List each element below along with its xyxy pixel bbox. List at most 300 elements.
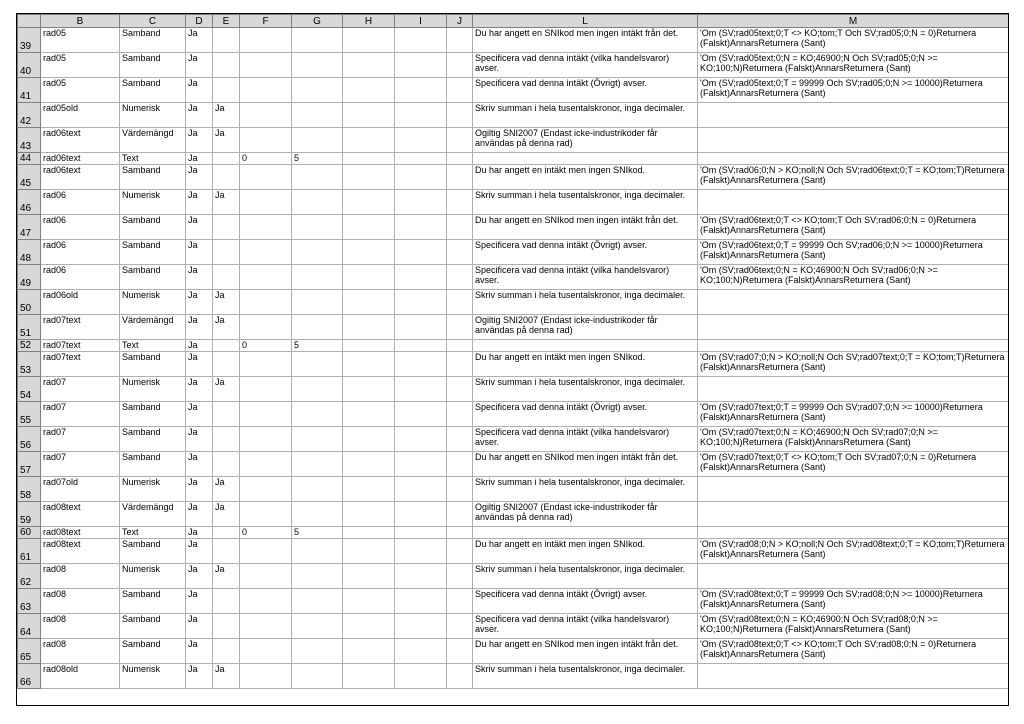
cell-l[interactable]: Skriv summan i hela tusentalskronor, inga decimaler. — [473, 477, 698, 502]
cell-c[interactable]: Numerisk — [120, 103, 186, 128]
cell-f[interactable]: 0 — [240, 527, 292, 539]
cell-l[interactable]: Ogiltig SNI2007 (Endast icke-industrikoder får användas på denna rad) — [473, 315, 698, 340]
column-header-e[interactable]: E — [213, 15, 240, 28]
row-header[interactable]: 66 — [18, 664, 41, 689]
cell-b[interactable]: rad07old — [41, 477, 120, 502]
cell-f[interactable] — [240, 190, 292, 215]
cell-h[interactable] — [343, 589, 395, 614]
cell-l[interactable]: Specificera vad denna intäkt (vilka handelsvaror) avser. — [473, 427, 698, 452]
cell-b[interactable]: rad08 — [41, 639, 120, 664]
cell-m[interactable]: 'Om (SV;rad06;0;N > KO;noll;N Och SV;rad06text;0;T = KO;tom;T)Returnera (Falskt)AnnarsReturnera (Sant) — [698, 165, 1009, 190]
cell-g[interactable] — [292, 639, 343, 664]
cell-m[interactable] — [698, 290, 1009, 315]
cell-i[interactable] — [395, 290, 447, 315]
cell-d[interactable]: Ja — [186, 402, 213, 427]
cell-e[interactable] — [213, 240, 240, 265]
cell-e[interactable]: Ja — [213, 502, 240, 527]
cell-i[interactable] — [395, 639, 447, 664]
cell-c[interactable]: Numerisk — [120, 190, 186, 215]
cell-j[interactable] — [447, 78, 473, 103]
cell-d[interactable]: Ja — [186, 53, 213, 78]
cell-j[interactable] — [447, 190, 473, 215]
cell-c[interactable]: Samband — [120, 78, 186, 103]
cell-i[interactable] — [395, 315, 447, 340]
cell-l[interactable]: Specificera vad denna intäkt (vilka handelsvaror) avser. — [473, 614, 698, 639]
cell-j[interactable] — [447, 103, 473, 128]
column-header-f[interactable]: F — [240, 15, 292, 28]
cell-c[interactable]: Numerisk — [120, 564, 186, 589]
cell-j[interactable] — [447, 502, 473, 527]
cell-h[interactable] — [343, 527, 395, 539]
cell-b[interactable]: rad06 — [41, 190, 120, 215]
cell-g[interactable]: 5 — [292, 153, 343, 165]
cell-d[interactable]: Ja — [186, 539, 213, 564]
row-header[interactable]: 40 — [18, 53, 41, 78]
cell-m[interactable]: 'Om (SV;rad05text;0;N = KO;46900;N Och SV;rad05;0;N >= KO;100;N)Returnera (Falskt)AnnarsReturnera (Sant) — [698, 53, 1009, 78]
cell-d[interactable]: Ja — [186, 564, 213, 589]
cell-i[interactable] — [395, 452, 447, 477]
cell-l[interactable]: Specificera vad denna intäkt (vilka handelsvaror) avser. — [473, 265, 698, 290]
cell-m[interactable]: 'Om (SV;rad05text;0;T = 99999 Och SV;rad05;0;N >= 10000)Returnera (Falskt)AnnarsReturnera (Sant) — [698, 78, 1009, 103]
cell-b[interactable]: rad07text — [41, 352, 120, 377]
cell-l[interactable]: Ogiltig SNI2007 (Endast icke-industrikoder får användas på denna rad) — [473, 128, 698, 153]
cell-i[interactable] — [395, 377, 447, 402]
cell-c[interactable]: Text — [120, 340, 186, 352]
cell-i[interactable] — [395, 128, 447, 153]
cell-f[interactable] — [240, 103, 292, 128]
cell-g[interactable] — [292, 128, 343, 153]
cell-m[interactable] — [698, 502, 1009, 527]
cell-e[interactable] — [213, 215, 240, 240]
cell-e[interactable]: Ja — [213, 377, 240, 402]
cell-d[interactable]: Ja — [186, 427, 213, 452]
cell-g[interactable] — [292, 427, 343, 452]
cell-l[interactable]: Specificera vad denna intäkt (Övrigt) avser. — [473, 589, 698, 614]
column-header-c[interactable]: C — [120, 15, 186, 28]
cell-h[interactable] — [343, 427, 395, 452]
cell-f[interactable]: 0 — [240, 340, 292, 352]
cell-e[interactable]: Ja — [213, 664, 240, 689]
cell-l[interactable]: Du har angett en intäkt men ingen SNIkod. — [473, 539, 698, 564]
cell-h[interactable] — [343, 315, 395, 340]
cell-l[interactable]: Skriv summan i hela tusentalskronor, inga decimaler. — [473, 190, 698, 215]
cell-g[interactable] — [292, 377, 343, 402]
cell-l[interactable] — [473, 340, 698, 352]
cell-c[interactable]: Numerisk — [120, 290, 186, 315]
cell-d[interactable]: Ja — [186, 315, 213, 340]
cell-i[interactable] — [395, 240, 447, 265]
cell-i[interactable] — [395, 427, 447, 452]
cell-f[interactable] — [240, 664, 292, 689]
cell-g[interactable] — [292, 352, 343, 377]
cell-l[interactable]: Skriv summan i hela tusentalskronor, inga decimaler. — [473, 290, 698, 315]
cell-c[interactable]: Samband — [120, 215, 186, 240]
cell-e[interactable]: Ja — [213, 103, 240, 128]
cell-h[interactable] — [343, 53, 395, 78]
cell-b[interactable]: rad06 — [41, 240, 120, 265]
cell-b[interactable]: rad08 — [41, 564, 120, 589]
cell-m[interactable] — [698, 153, 1009, 165]
cell-j[interactable] — [447, 315, 473, 340]
cell-d[interactable]: Ja — [186, 477, 213, 502]
cell-d[interactable]: Ja — [186, 190, 213, 215]
cell-b[interactable]: rad06old — [41, 290, 120, 315]
cell-c[interactable]: Samband — [120, 352, 186, 377]
cell-h[interactable] — [343, 290, 395, 315]
cell-h[interactable] — [343, 128, 395, 153]
cell-h[interactable] — [343, 78, 395, 103]
column-header-b[interactable]: B — [41, 15, 120, 28]
cell-j[interactable] — [447, 53, 473, 78]
cell-f[interactable] — [240, 165, 292, 190]
cell-e[interactable]: Ja — [213, 477, 240, 502]
row-header[interactable]: 42 — [18, 103, 41, 128]
cell-m[interactable] — [698, 103, 1009, 128]
cell-l[interactable]: Ogiltig SNI2007 (Endast icke-industrikoder får användas på denna rad) — [473, 502, 698, 527]
cell-i[interactable] — [395, 78, 447, 103]
cell-j[interactable] — [447, 290, 473, 315]
row-header[interactable]: 44 — [18, 153, 41, 165]
row-header[interactable]: 45 — [18, 165, 41, 190]
cell-c[interactable]: Värdemängd — [120, 315, 186, 340]
cell-f[interactable] — [240, 315, 292, 340]
cell-j[interactable] — [447, 477, 473, 502]
cell-m[interactable]: 'Om (SV;rad05text;0;T <> KO;tom;T Och SV;rad05;0;N = 0)Returnera (Falskt)AnnarsReturnera (Sant) — [698, 28, 1009, 53]
cell-j[interactable] — [447, 564, 473, 589]
cell-c[interactable]: Samband — [120, 240, 186, 265]
row-header[interactable]: 41 — [18, 78, 41, 103]
row-header[interactable]: 61 — [18, 539, 41, 564]
cell-m[interactable] — [698, 477, 1009, 502]
cell-h[interactable] — [343, 664, 395, 689]
cell-g[interactable] — [292, 78, 343, 103]
cell-b[interactable]: rad07text — [41, 340, 120, 352]
cell-g[interactable] — [292, 589, 343, 614]
cell-j[interactable] — [447, 664, 473, 689]
cell-f[interactable] — [240, 589, 292, 614]
cell-h[interactable] — [343, 190, 395, 215]
cell-e[interactable] — [213, 452, 240, 477]
cell-d[interactable]: Ja — [186, 78, 213, 103]
cell-m[interactable]: 'Om (SV;rad07text;0;N = KO;46900;N Och SV;rad07;0;N >= KO;100;N)Returnera (Falskt)AnnarsReturnera (Sant) — [698, 427, 1009, 452]
cell-f[interactable] — [240, 477, 292, 502]
cell-i[interactable] — [395, 564, 447, 589]
cell-g[interactable] — [292, 502, 343, 527]
cell-l[interactable]: Skriv summan i hela tusentalskronor, inga decimaler. — [473, 377, 698, 402]
cell-l[interactable]: Du har angett en SNIkod men ingen intäkt från det. — [473, 639, 698, 664]
cell-e[interactable] — [213, 265, 240, 290]
cell-d[interactable]: Ja — [186, 377, 213, 402]
row-header[interactable]: 55 — [18, 402, 41, 427]
row-header[interactable]: 46 — [18, 190, 41, 215]
row-header[interactable]: 58 — [18, 477, 41, 502]
row-header[interactable]: 43 — [18, 128, 41, 153]
cell-d[interactable]: Ja — [186, 589, 213, 614]
column-header-l[interactable]: L — [473, 15, 698, 28]
cell-f[interactable] — [240, 290, 292, 315]
cell-m[interactable] — [698, 340, 1009, 352]
cell-l[interactable] — [473, 153, 698, 165]
cell-b[interactable]: rad08text — [41, 502, 120, 527]
cell-e[interactable] — [213, 153, 240, 165]
cell-m[interactable] — [698, 190, 1009, 215]
cell-h[interactable] — [343, 352, 395, 377]
cell-m[interactable]: 'Om (SV;rad07text;0;T <> KO;tom;T Och SV;rad07;0;N = 0)Returnera (Falskt)AnnarsReturnera (Sant) — [698, 452, 1009, 477]
cell-f[interactable] — [240, 78, 292, 103]
cell-g[interactable] — [292, 539, 343, 564]
cell-j[interactable] — [447, 614, 473, 639]
cell-c[interactable]: Samband — [120, 539, 186, 564]
cell-g[interactable] — [292, 265, 343, 290]
cell-b[interactable]: rad07text — [41, 315, 120, 340]
cell-j[interactable] — [447, 639, 473, 664]
cell-f[interactable] — [240, 215, 292, 240]
cell-l[interactable]: Du har angett en SNIkod men ingen intäkt från det. — [473, 452, 698, 477]
cell-i[interactable] — [395, 28, 447, 53]
cell-c[interactable]: Text — [120, 153, 186, 165]
cell-l[interactable]: Du har angett en intäkt men ingen SNIkod. — [473, 352, 698, 377]
cell-b[interactable]: rad08 — [41, 589, 120, 614]
cell-m[interactable]: 'Om (SV;rad06text;0;T <> KO;tom;T Och SV;rad06;0;N = 0)Returnera (Falskt)AnnarsReturnera (Sant) — [698, 215, 1009, 240]
column-header-h[interactable]: H — [343, 15, 395, 28]
cell-h[interactable] — [343, 639, 395, 664]
cell-f[interactable] — [240, 427, 292, 452]
cell-e[interactable]: Ja — [213, 564, 240, 589]
cell-d[interactable]: Ja — [186, 128, 213, 153]
cell-g[interactable] — [292, 215, 343, 240]
cell-i[interactable] — [395, 527, 447, 539]
cell-m[interactable] — [698, 315, 1009, 340]
cell-i[interactable] — [395, 352, 447, 377]
cell-l[interactable]: Specificera vad denna intäkt (Övrigt) avser. — [473, 78, 698, 103]
cell-g[interactable] — [292, 315, 343, 340]
cell-f[interactable] — [240, 128, 292, 153]
cell-h[interactable] — [343, 452, 395, 477]
cell-f[interactable]: 0 — [240, 153, 292, 165]
cell-i[interactable] — [395, 103, 447, 128]
row-header[interactable]: 52 — [18, 340, 41, 352]
column-header-m[interactable]: M — [698, 15, 1009, 28]
cell-b[interactable]: rad08 — [41, 614, 120, 639]
cell-m[interactable]: 'Om (SV;rad07;0;N > KO;noll;N Och SV;rad07text;0;T = KO;tom;T)Returnera (Falskt)AnnarsReturnera (Sant) — [698, 352, 1009, 377]
cell-c[interactable]: Samband — [120, 265, 186, 290]
cell-d[interactable]: Ja — [186, 165, 213, 190]
cell-j[interactable] — [447, 452, 473, 477]
cell-g[interactable] — [292, 103, 343, 128]
cell-b[interactable]: rad06text — [41, 165, 120, 190]
cell-g[interactable] — [292, 28, 343, 53]
cell-l[interactable]: Du har angett en SNIkod men ingen intäkt från det. — [473, 28, 698, 53]
cell-e[interactable] — [213, 402, 240, 427]
cell-j[interactable] — [447, 153, 473, 165]
cell-j[interactable] — [447, 128, 473, 153]
cell-f[interactable] — [240, 28, 292, 53]
cell-f[interactable] — [240, 502, 292, 527]
row-header[interactable]: 47 — [18, 215, 41, 240]
column-header-j[interactable]: J — [447, 15, 473, 28]
cell-e[interactable] — [213, 28, 240, 53]
cell-g[interactable] — [292, 614, 343, 639]
cell-g[interactable] — [292, 165, 343, 190]
cell-e[interactable] — [213, 427, 240, 452]
cell-m[interactable]: 'Om (SV;rad06text;0;T = 99999 Och SV;rad06;0;N >= 10000)Returnera (Falskt)AnnarsReturnera (Sant) — [698, 240, 1009, 265]
column-header-i[interactable]: I — [395, 15, 447, 28]
cell-b[interactable]: rad05old — [41, 103, 120, 128]
cell-i[interactable] — [395, 153, 447, 165]
cell-l[interactable]: Specificera vad denna intäkt (Övrigt) avser. — [473, 402, 698, 427]
cell-m[interactable] — [698, 664, 1009, 689]
cell-i[interactable] — [395, 477, 447, 502]
cell-j[interactable] — [447, 539, 473, 564]
cell-h[interactable] — [343, 215, 395, 240]
row-header[interactable]: 64 — [18, 614, 41, 639]
cell-i[interactable] — [395, 340, 447, 352]
cell-h[interactable] — [343, 564, 395, 589]
cell-h[interactable] — [343, 402, 395, 427]
cell-g[interactable] — [292, 240, 343, 265]
cell-b[interactable]: rad05 — [41, 28, 120, 53]
row-header[interactable]: 65 — [18, 639, 41, 664]
cell-e[interactable]: Ja — [213, 315, 240, 340]
cell-b[interactable]: rad07 — [41, 427, 120, 452]
cell-c[interactable]: Numerisk — [120, 477, 186, 502]
cell-e[interactable] — [213, 527, 240, 539]
cell-j[interactable] — [447, 265, 473, 290]
row-header[interactable]: 54 — [18, 377, 41, 402]
cell-e[interactable] — [213, 53, 240, 78]
cell-f[interactable] — [240, 452, 292, 477]
cell-i[interactable] — [395, 664, 447, 689]
cell-g[interactable]: 5 — [292, 527, 343, 539]
cell-d[interactable]: Ja — [186, 28, 213, 53]
cell-d[interactable]: Ja — [186, 502, 213, 527]
cell-i[interactable] — [395, 614, 447, 639]
cell-l[interactable]: Du har angett en intäkt men ingen SNIkod. — [473, 165, 698, 190]
cell-j[interactable] — [447, 589, 473, 614]
cell-l[interactable]: Specificera vad denna intäkt (Övrigt) avser. — [473, 240, 698, 265]
cell-i[interactable] — [395, 53, 447, 78]
cell-c[interactable]: Text — [120, 527, 186, 539]
cell-b[interactable]: rad07 — [41, 402, 120, 427]
cell-h[interactable] — [343, 340, 395, 352]
cell-g[interactable] — [292, 402, 343, 427]
cell-e[interactable] — [213, 539, 240, 564]
cell-f[interactable] — [240, 614, 292, 639]
cell-m[interactable]: 'Om (SV;rad08text;0;N = KO;46900;N Och SV;rad08;0;N >= KO;100;N)Returnera (Falskt)AnnarsReturnera (Sant) — [698, 614, 1009, 639]
cell-j[interactable] — [447, 165, 473, 190]
cell-c[interactable]: Numerisk — [120, 664, 186, 689]
cell-j[interactable] — [447, 215, 473, 240]
cell-b[interactable]: rad06 — [41, 215, 120, 240]
cell-h[interactable] — [343, 539, 395, 564]
cell-m[interactable] — [698, 564, 1009, 589]
cell-h[interactable] — [343, 240, 395, 265]
cell-i[interactable] — [395, 190, 447, 215]
column-header-g[interactable]: G — [292, 15, 343, 28]
cell-c[interactable]: Samband — [120, 614, 186, 639]
cell-e[interactable] — [213, 639, 240, 664]
cell-e[interactable]: Ja — [213, 128, 240, 153]
cell-e[interactable]: Ja — [213, 190, 240, 215]
cell-c[interactable]: Samband — [120, 402, 186, 427]
cell-d[interactable]: Ja — [186, 153, 213, 165]
cell-b[interactable]: rad06text — [41, 153, 120, 165]
cell-d[interactable]: Ja — [186, 340, 213, 352]
row-header[interactable]: 63 — [18, 589, 41, 614]
cell-h[interactable] — [343, 28, 395, 53]
cell-c[interactable]: Värdemängd — [120, 502, 186, 527]
row-header[interactable]: 49 — [18, 265, 41, 290]
cell-j[interactable] — [447, 340, 473, 352]
cell-e[interactable]: Ja — [213, 290, 240, 315]
cell-g[interactable] — [292, 290, 343, 315]
row-header[interactable]: 48 — [18, 240, 41, 265]
cell-c[interactable]: Samband — [120, 427, 186, 452]
cell-i[interactable] — [395, 539, 447, 564]
cell-m[interactable]: 'Om (SV;rad08;0;N > KO;noll;N Och SV;rad08text;0;T = KO;tom;T)Returnera (Falskt)AnnarsReturnera (Sant) — [698, 539, 1009, 564]
cell-j[interactable] — [447, 352, 473, 377]
cell-e[interactable] — [213, 589, 240, 614]
row-header[interactable]: 56 — [18, 427, 41, 452]
cell-c[interactable]: Samband — [120, 53, 186, 78]
cell-g[interactable] — [292, 53, 343, 78]
cell-h[interactable] — [343, 153, 395, 165]
cell-d[interactable]: Ja — [186, 265, 213, 290]
cell-l[interactable]: Specificera vad denna intäkt (vilka handelsvaror) avser. — [473, 53, 698, 78]
row-header[interactable]: 50 — [18, 290, 41, 315]
cell-b[interactable]: rad08old — [41, 664, 120, 689]
cell-e[interactable] — [213, 614, 240, 639]
cell-c[interactable]: Samband — [120, 165, 186, 190]
cell-h[interactable] — [343, 477, 395, 502]
cell-d[interactable]: Ja — [186, 352, 213, 377]
cell-i[interactable] — [395, 265, 447, 290]
cell-d[interactable]: Ja — [186, 527, 213, 539]
cell-e[interactable] — [213, 340, 240, 352]
cell-b[interactable]: rad05 — [41, 53, 120, 78]
cell-d[interactable]: Ja — [186, 452, 213, 477]
cell-c[interactable]: Samband — [120, 589, 186, 614]
cell-b[interactable]: rad07 — [41, 377, 120, 402]
cell-m[interactable] — [698, 527, 1009, 539]
cell-g[interactable] — [292, 452, 343, 477]
cell-f[interactable] — [240, 377, 292, 402]
row-header[interactable]: 59 — [18, 502, 41, 527]
cell-l[interactable]: Du har angett en SNIkod men ingen intäkt från det. — [473, 215, 698, 240]
cell-f[interactable] — [240, 352, 292, 377]
cell-g[interactable]: 5 — [292, 340, 343, 352]
cell-b[interactable]: rad08text — [41, 539, 120, 564]
cell-d[interactable]: Ja — [186, 290, 213, 315]
cell-f[interactable] — [240, 53, 292, 78]
row-header[interactable]: 57 — [18, 452, 41, 477]
cell-j[interactable] — [447, 240, 473, 265]
cell-d[interactable]: Ja — [186, 639, 213, 664]
cell-h[interactable] — [343, 377, 395, 402]
cell-i[interactable] — [395, 215, 447, 240]
cell-c[interactable]: Samband — [120, 28, 186, 53]
row-header[interactable]: 53 — [18, 352, 41, 377]
cell-j[interactable] — [447, 427, 473, 452]
cell-g[interactable] — [292, 664, 343, 689]
cell-m[interactable]: 'Om (SV;rad06text;0;N = KO;46900;N Och SV;rad06;0;N >= KO;100;N)Returnera (Falskt)AnnarsReturnera (Sant) — [698, 265, 1009, 290]
cell-m[interactable] — [698, 128, 1009, 153]
cell-d[interactable]: Ja — [186, 215, 213, 240]
cell-m[interactable] — [698, 377, 1009, 402]
cell-c[interactable]: Samband — [120, 639, 186, 664]
cell-f[interactable] — [240, 265, 292, 290]
cell-e[interactable] — [213, 352, 240, 377]
